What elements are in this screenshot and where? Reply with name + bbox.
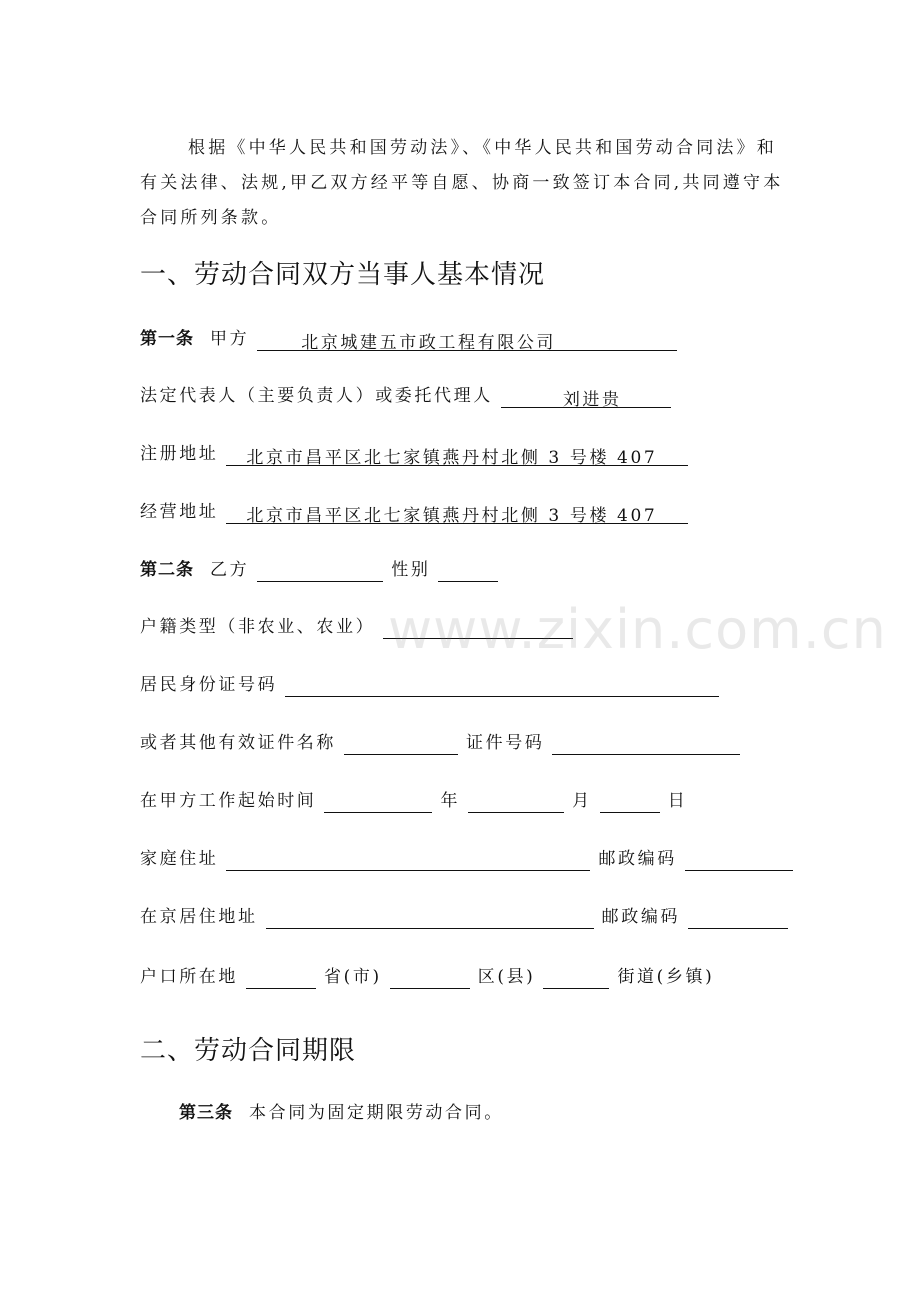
- party-b-label: 乙方: [210, 560, 250, 580]
- day-label: 日: [667, 791, 688, 811]
- other-id-row: [140, 731, 740, 755]
- home-address-field[interactable]: [226, 850, 590, 871]
- other-id-name-field[interactable]: [344, 734, 458, 755]
- hukou-type-field[interactable]: [383, 618, 573, 639]
- registered-address-field[interactable]: 北京市昌平区北七家镇燕丹村北侧 3 号楼 407: [226, 446, 688, 466]
- home-postcode-field[interactable]: [685, 850, 793, 871]
- party-b-field[interactable]: [257, 561, 383, 582]
- street-label: 街道(乡镇): [617, 967, 715, 987]
- article-3-row: [179, 1101, 504, 1125]
- month-label: 月: [572, 791, 592, 811]
- article-2-party-b: [140, 558, 498, 582]
- section-heading-1: 一、劳动合同双方当事人基本情况: [140, 260, 546, 290]
- registered-address-label: 注册地址: [140, 444, 219, 464]
- beijing-address-field[interactable]: [266, 908, 594, 929]
- home-address-label: 家庭住址: [140, 849, 219, 869]
- operating-address-row: [140, 500, 688, 524]
- representative-label: 法定代表人（主要负责人）或委托代理人: [140, 386, 493, 406]
- operating-address-label: 经营地址: [140, 502, 219, 522]
- other-id-label: 或者其他有效证件名称: [140, 733, 336, 753]
- registered-address-row: [140, 442, 688, 466]
- district-label: 区(县): [477, 967, 536, 987]
- article-2-label: 第二条: [140, 560, 194, 580]
- party-a-field[interactable]: 北京城建五市政工程有限公司: [257, 331, 677, 351]
- hukou-type-row: [140, 615, 573, 639]
- province-label: 省(市): [324, 967, 382, 987]
- hukou-street-field[interactable]: [543, 968, 609, 989]
- intro-paragraph: 根据《中华人民共和国劳动法》、《中华人民共和国劳动合同法》和有关法律、法规,甲乙双方经平等自愿、协商一致签订本合同,共同遵守本合同所列条款。: [140, 138, 784, 228]
- start-day-field[interactable]: [600, 792, 660, 813]
- start-year-field[interactable]: [324, 792, 432, 813]
- beijing-postcode-field[interactable]: [688, 908, 788, 929]
- representative-field[interactable]: 刘进贵: [501, 388, 671, 408]
- hukou-location-row: [140, 965, 714, 989]
- start-date-label: 在甲方工作起始时间: [140, 791, 317, 811]
- beijing-address-label: 在京居住地址: [140, 907, 258, 927]
- watermark: www.zixin.com.cn: [388, 598, 887, 661]
- id-number-row: [140, 673, 719, 697]
- cert-number-label: 证件号码: [466, 733, 545, 753]
- beijing-address-row: [140, 905, 788, 929]
- home-address-row: [140, 847, 793, 871]
- id-number-label: 居民身份证号码: [140, 675, 278, 695]
- article-3-text: 本合同为固定期限劳动合同。: [249, 1103, 504, 1123]
- hukou-type-label: 户籍类型（非农业、农业）: [140, 617, 376, 637]
- year-label: 年: [440, 791, 461, 811]
- hukou-location-label: 户口所在地: [140, 967, 238, 987]
- beijing-postcode-label: 邮政编码: [601, 907, 681, 927]
- gender-field[interactable]: [438, 561, 498, 582]
- start-month-field[interactable]: [468, 792, 564, 813]
- home-postcode-label: 邮政编码: [598, 849, 677, 869]
- article-1-label: 第一条: [140, 329, 194, 349]
- section-heading-2: 二、劳动合同期限: [140, 1036, 357, 1066]
- hukou-district-field[interactable]: [390, 968, 470, 989]
- article-3-label: 第三条: [179, 1103, 233, 1123]
- operating-address-field[interactable]: 北京市昌平区北七家镇燕丹村北侧 3 号楼 407: [226, 504, 688, 524]
- start-date-row: [140, 789, 687, 813]
- gender-label: 性别: [391, 560, 431, 580]
- hukou-province-field[interactable]: [246, 968, 316, 989]
- cert-number-field[interactable]: [552, 734, 740, 755]
- representative-row: [140, 384, 671, 408]
- id-number-field[interactable]: [285, 676, 719, 697]
- party-a-label: 甲方: [210, 329, 250, 349]
- article-1-party-a: [140, 327, 677, 351]
